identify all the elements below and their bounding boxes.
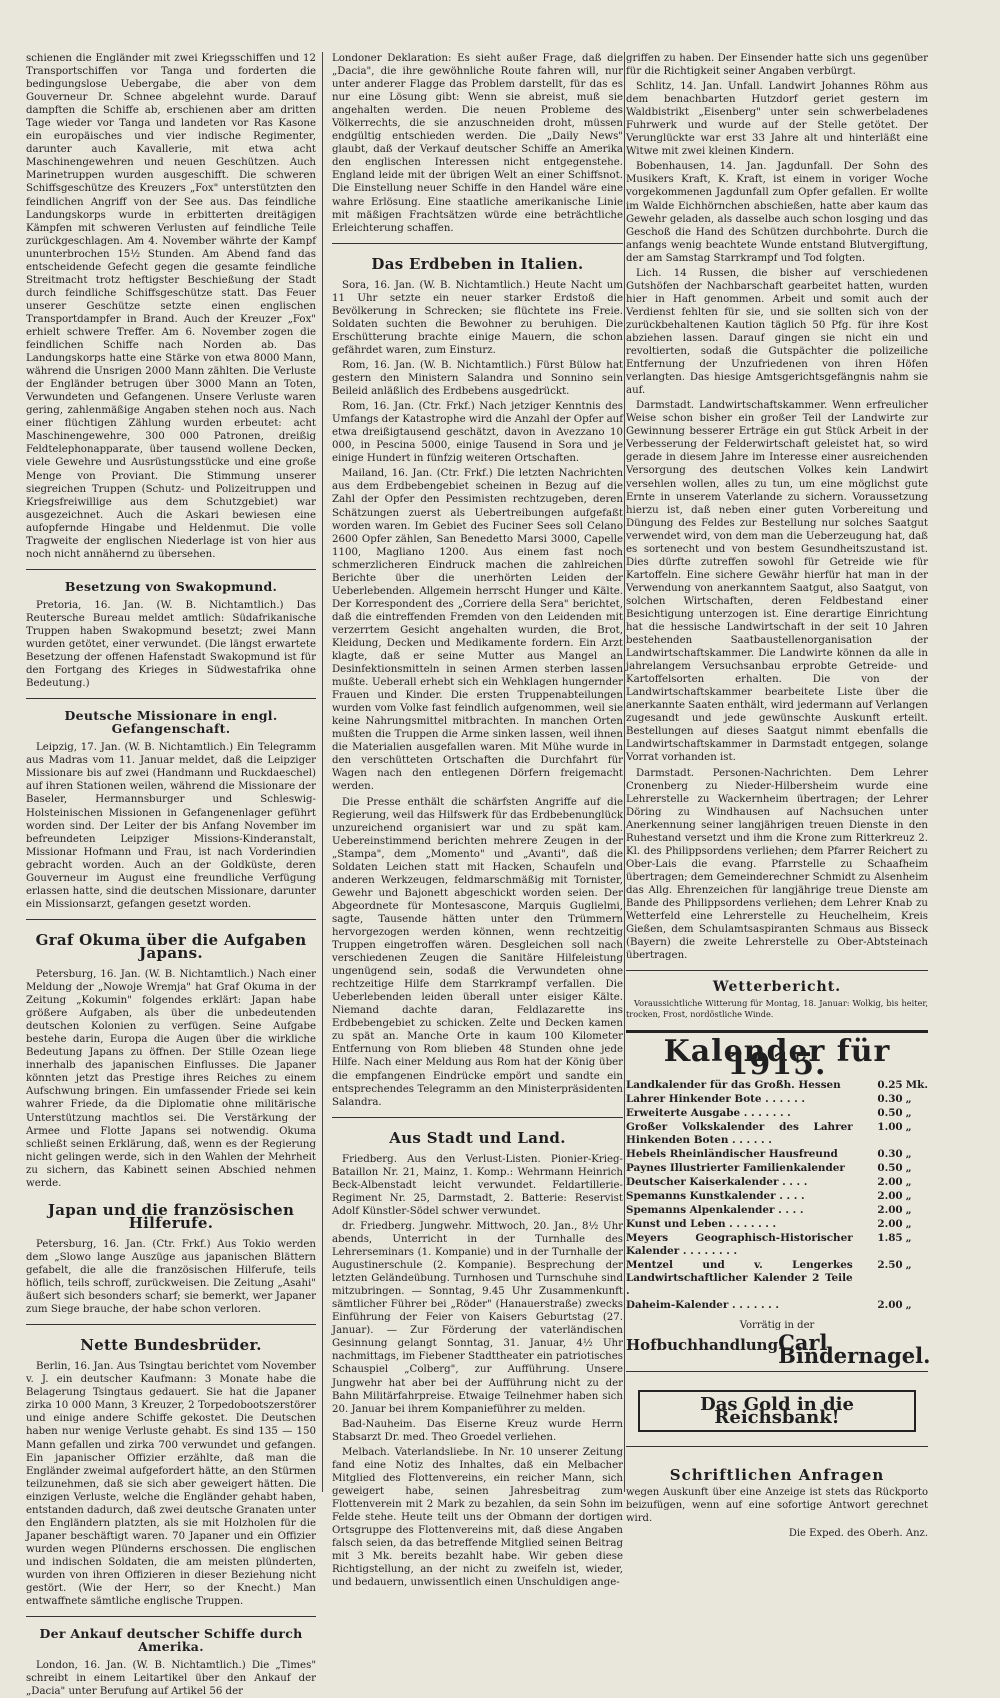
kalender-item-currency: „ [905, 1232, 912, 1245]
column-rule [624, 52, 625, 1492]
kalender-item-price: 0.50 [877, 1107, 903, 1120]
hofbuchhandlung-label: Hofbuchhandlung [626, 1336, 779, 1355]
article-paragraph: Lich. 14 Russen, die bisher auf verschiedenen Gutshöfen der Nachbarschaft gearbeitet hatten, wurden hier in Haft genommen. Arbeit und somit auch der Verdienst fehlten für sie, und sie sollten sich von der zurückbehaltenen Kaution täglich 50 Pfg. für ihre Kost abziehen lassen. Darauf gingen sie nicht ein und revoltierten, sodaß die Gutspächter die polizeiliche Entfernung der Unzufriedenen von ihren Höfen verlangten. Das hiesige Amtsgerichtsgefängnis nahm sie auf. [626, 267, 928, 397]
article-paragraph: Rom, 16. Jan. (W. B. Nichtamtlich.) Fürst Bülow hat gestern den Ministern Salandra und Sonnino sein Beileid anläßlich des Erdbebens ausgedrückt. [332, 359, 623, 398]
divider [332, 243, 623, 244]
kalender-item-price: 2.00 [877, 1218, 903, 1231]
weather-title: Wetterbericht. [712, 979, 842, 996]
kalender-item-currency: „ [905, 1259, 912, 1272]
column-1 [26, 52, 316, 1698]
anfragen-title: Schriftlichen Anfragen [669, 1465, 885, 1484]
vorraetig-text: Vorrätig in der [739, 1320, 815, 1332]
kalender-advertisement [626, 1030, 931, 1369]
headline-stadt-land: Aus Stadt und Land. [389, 1128, 566, 1147]
kalender-item-price: 2.00 [877, 1190, 903, 1203]
article-paragraph: Schlitz, 14. Jan. Unfall. Landwirt Johannes Röhm aus dem benachbarten Hutzdorf geriet gestern im Waldbistrikt „Eisenberg" unter sein schwerbeladenes Fuhrwerk und wurde auf der Stelle getötet. Der Verunglückte war erst 33 Jahre alt und hinterläßt eine Witwe mit zwei kleinen Kindern. [626, 81, 928, 158]
divider [26, 569, 316, 570]
kalender-item-name: Paynes Illustrierter Familienkalender [626, 1162, 845, 1175]
kalender-item-price: 1.85 [877, 1232, 903, 1245]
headline-swakopmund: Besetzung von Swakopmund. [64, 578, 278, 594]
kalender-item-name: Spemanns Kunstkalender . . . . [626, 1190, 805, 1203]
kalender-item-price: 2.00 [877, 1176, 903, 1189]
column-3 [626, 52, 931, 1539]
kalender-row [626, 1121, 928, 1148]
kalender-item-name: Großer Volkskalender des Lahrer Hinkenden Boten . . . . . . [626, 1121, 853, 1147]
article-paragraph: griffen zu haben. Der Einsender hatte sich uns gegenüber für die Richtigkeit seiner Angaben verbürgt. [626, 53, 928, 78]
expedition-signature: Die Exped. des Oberh. Anz. [788, 1527, 928, 1539]
anfragen-text: wegen Auskunft über eine Anzeige ist stets das Rückporto beizufügen, wenn auf eine sofortige Antwort gerechnet wird. [626, 1486, 928, 1524]
divider [26, 1324, 316, 1325]
kalender-row [626, 1299, 928, 1313]
kalender-item-price: 1.00 [877, 1121, 903, 1134]
headline-bundesbrueder: Nette Bundesbrüder. [80, 1336, 262, 1355]
kalender-item-name: Spemanns Alpenkalender . . . . [626, 1204, 804, 1217]
headline-erdbeben: Das Erdbeben in Italien. [371, 254, 584, 273]
article-paragraph: Die Presse enthält die schärfsten Angriffe auf die Regierung, weil das Hilfswerk für das Erdbebenunglück unzureichend organisiert war und zu spät kam. Uebereinstimmend berichten mehrere Zeugen in der „Stampa", dem „Momento" und „Avanti", daß die Soldaten Leichen statt mit Hacken, Schaufeln und anderen Werkzeugen, feldmarschmäßig mit Tornister, Gewehr und Bajonett abgeschickt worden seien. Der Abgeordnete für Montesascone, Marquis Guglielmi, sagte, Tausende hätten unter den Trümmern hervorgezogen werden können, wenn rechtzeitig Truppen eingetroffen wären. Desgleichen soll nach verschiedenen Zeugen die Sanitäre Hilfeleistung ungenügend sein, sodaß die Verwundeten ohne rechtzeitige Hilfe dem Starrkrampf verfallen. Die Ueberlebenden leiden überall unter eisiger Kälte. Niemand dachte daran, Feldlazarette ins Erdbebengebiet zu schicken. Zelte und Decken kamen zu spät an. Manche Orte in kaum 100 Kilometer Entfernung von Rom blieben 48 Stunden ohne jede Hilfe. Nach einer Meldung aus Rom hat der König über die empfangenen Eindrücke empört und sandte ein entsprechendes Telegramm an den Ministerpräsidenten Salandra. [332, 796, 623, 1108]
kalender-item-currency: „ [905, 1190, 912, 1203]
article-paragraph: Leipzig, 17. Jan. (W. B. Nichtamtlich.) Ein Telegramm aus Madras vom 11. Januar meldet, daß die Leipziger Missionare bis auf zwei (Handmann und Ruckdaeschel) auf ihren Stationen weilen, während die Missionare der Baseler, Hermannsburger und Schleswig-Holsteinischen Missionen in Gefangenenlager geführt worden sind. Der Leiter der bis Anfang November im befreundeten Leipziger Missions-Kinderanstalt, Missionar Hofmann und Frau, ist nach Vorderindien gebracht worden. Auch an der Goldküste, deren Gouverneur im August eine freundliche Verfügung erlassen hatte, sind die deutschen Missionare, darunter ein Missionsarzt, gefangen gesetzt worden. [26, 742, 316, 910]
reichsbank-appeal: Das Gold in die Reichsbank! [638, 1390, 916, 1432]
bookshop-name [626, 1330, 931, 1369]
kalender-item-price: 2.00 [877, 1299, 903, 1312]
kalender-row [626, 1107, 928, 1121]
kalender-row [626, 1190, 928, 1204]
kalender-item-price: 0.30 [877, 1093, 903, 1106]
article-paragraph: Rom, 16. Jan. (Ctr. Frkf.) Nach jetziger Kenntnis des Umfangs der Katastrophe wird die Anzahl der Opfer auf etwa dreißigtausend geschätzt, davon in Avezzano 10 000, in Pescina 5000, einige Tausend in Sora und je einige Hundert in fünfzig weiteren Ortschaften. [332, 401, 623, 465]
kalender-item-currency: „ [905, 1121, 912, 1134]
article-paragraph: dr. Friedberg. Jungwehr. Mittwoch, 20. Jan., 8½ Uhr abends, Unterricht in der Turnhalle des Lehrerseminars (1. Kompanie) und in der Turnhalle der Augustinerschule (2. Kompanie). Besprechung der letzten Geländeübung. Turnhosen und Turnschuhe sind mitzubringen. — Sonntag, 9.45 Uhr Zusammenkunft sämtlicher Führer bei „Röder" (Hanauerstraße) zwecks Einführung der Feier von Kaisers Geburtstag (27. Januar). — Zur Förderung der vaterländischen Gesinnung gelangt Sonntag, 31. Januar, 4½ Uhr nachmittags, im Fiebener Stadttheater ein patriotisches Schauspiel „Colberg", zur Aufführung. Unsere Jungwehr hat aber bei der Aufführung nicht zu der Bahn Militärfahrpreise. Etwaige Teilnehmer haben sich 20. Januar bei ihrem Kompanieführer zu melden. [332, 1220, 623, 1415]
kalender-item-currency: „ [905, 1204, 912, 1217]
kalender-item-currency: „ [905, 1093, 912, 1106]
article-paragraph: Pretoria, 16. Jan. (W. B. Nichtamtlich.) Das Reutersche Bureau meldet amtlich: Südafrikanische Truppen haben Swakopmund besetzt; zwei Mann wurden getötet, einer verwundet. (Die längst erwartete Besetzung der offenen Hafenstadt Swakopmund ist für den Fortgang des Krieges in Südwestafrika ohne Bedeutung.) [26, 599, 316, 690]
kalender-item-name: Mentzel und v. Lengerkes Landwirtschaftlicher Kalender 2 Teile . [626, 1259, 853, 1298]
kalender-item-price: 0.30 [877, 1148, 903, 1161]
kalender-item-name: Deutscher Kaiserkalender . . . . [626, 1176, 808, 1189]
carl-bindernagel-label: Carl Bindernagel. [778, 1330, 931, 1369]
kalender-item-currency: „ [905, 1148, 912, 1161]
kalender-item-currency: „ [905, 1176, 912, 1189]
article-paragraph: schienen die Engländer mit zwei Kriegsschiffen und 12 Transportschiffen vor Tanga und forderten die bedingungslose Uebergabe, die aber von dem Gouverneur Dr. Schnee abgelehnt wurde. Darauf dampften die Schiffe ab, erschienen aber am dritten Tage wieder vor Tanga und landeten vor Ras Kasone ein europäisches und vier indische Regimenter, darunter auch Kavallerie, mit etwa acht Maschinengewehren und neuen Geschützen. Auch Marinetruppen wurden ausgeschifft. Die schweren Schiffsgeschütze des Kreuzers „Fox" unterstützten den feindlichen Angriff von der See aus. Das feindliche Landungskorps wurde in erbitterten dreitägigen Kämpfen mit schweren Verlusten auf feindliche Teile zurückgeschlagen. Am 4. November währte der Kampf ununterbrochen 15½ Stunden. Am Abend fand das entscheidende Gefecht gegen die gesamte feindliche Streitmacht trotz heftigster Beschießung der Stadt durch feindliche Schiffsgeschütze statt. Das Feuer unserer Geschütze setzte einen englischen Transportdampfer in Brand. Auch der Kreuzer „Fox" erhielt schwere Treffer. Am 6. November zogen die feindlichen Schiffe nach Norden ab. Das Landungskorps hatte eine Stärke von etwa 8000 Mann, während die Unsrigen 2000 Mann zählten. Die Verluste der Engländer betrugen über 3000 Mann an Toten, Verwundeten und Gefangenen. Unsere Verluste waren gering, zahlenmäßige Angaben stehen noch aus. Nach einer flüchtigen Zählung wurden erbeutet: acht Maschinengewehre, 300 000 Patronen, dreißig Feldtelephonapparate, über tausend wollene Decken, viele Gewehre und Ausrüstungsstücke und eine große Menge von Proviant. Die Stimmung unserer siegreichen Truppen (Schutz- und Polizeitruppen und Kriegsfreiwillige aus dem Schutzgebiet) war ausgezeichnet. Auch die Askari bewiesen eine aufopfernde Hingabe und Heldenmut. Die volle Tragweite der englischen Niederlage ist von hier aus noch nicht annähernd zu übersehen. [26, 53, 316, 560]
article-paragraph: Petersburg, 16. Jan. (W. B. Nichtamtlich.) Nach einer Meldung der „Nowoje Wremja" hat Graf Okuma in der Zeitung „Kokumin" folgendes erklärt: Japan habe größere Aufgaben, als über die unbedeutenden deutschen Kolonien zu verfügen. Seine Aufgabe bestehe darin, Europa die Augen über die wirkliche Bedeutung Japans zu öffnen. Der Stille Ozean liege innerhalb des japanischen Einflusses. Die Japaner könnten jetzt das Prestige ihres Reiches zu einem Aufschwung bringen. Ein umfassender Friede sei kein wahrer Friede, da die Diplomatie ohne militärische Unterstützung machtlos sei. Die Verstärkung der Armee und Flotte Japans sei notwendig. Okuma schließt seinen Erklärung, daß, wenn es der Regierung nicht gelingen werde, sich in den Wahlen der Mehrheit zu sichern, das Kabinett seinen Abschied nehmen werde. [26, 969, 316, 1189]
kalender-item-currency: Mk. [905, 1079, 928, 1092]
kalender-row [626, 1218, 928, 1232]
article-paragraph: Darmstadt. Personen-Nachrichten. Dem Lehrer Cronenberg zu Nieder-Hilbersheim wurde eine Lehrerstelle zu Wackernheim übertragen; der Lehrer Döring zu Windhausen auf Nachsuchen unter Anerkennung seiner langjährigen treuen Dienste in den Ruhestand versetzt und ihm die Krone zum Ritterkreuz 2. Kl. des Philippsordens verliehen; dem Pfarrer Reichert zu Ober-Lais die evang. Pfarrstelle zu Schaafheim übertragen; dem Gemeinderechner Schmidt zu Alsenheim das Allg. Ehrenzeichen für langjährige treue Dienste am Bande des Philippsordens verliehen; dem Lehrer Knab zu Wetterfeld eine Lehrerstelle zu Heuchelheim, Kreis Gießen, dem Schulamtsaspiranten Schmaus aus Bisseck (Bayern) die zweite Lehrerstelle zu Ober-Abtsteinach übertragen. [626, 767, 928, 962]
kalender-item-name: Hebels Rheinländischer Hausfreund [626, 1148, 838, 1161]
column-rule [322, 52, 323, 1492]
article-paragraph: London, 16. Jan. (W. B. Nichtamtlich.) Die „Times" schreibt in einem Leitartikel über den Ankauf der „Dacia" unter Berufung auf Artikel 56 der [26, 1660, 316, 1698]
divider [26, 698, 316, 699]
article-paragraph: Petersburg, 16. Jan. (Ctr. Frkf.) Aus Tokio werden dem „Slowo lange Auszüge aus japanischen Blättern gefabelt, die alle die französischen Hilferufe, teils höflich, teils schroff, zurückweisen. Die Zeitung „Asahi" äußert sich besonders scharf; sie bemerkt, wer Japaner zum Siege brauche, der habe schon verloren. [26, 1238, 316, 1316]
divider [332, 1117, 623, 1118]
kalender-item-name: Kunst und Leben . . . . . . . [626, 1218, 777, 1231]
divider [26, 919, 316, 920]
headline-missionare: Deutsche Missionare in engl. Gefangenschaft. [64, 708, 278, 737]
weather-text: Voraussichtliche Witterung für Montag, 18. Januar: Wolkig, bis heiter, trocken, Frost, nordöstliche Winde. [626, 998, 928, 1020]
kalender-row [626, 1148, 928, 1162]
divider [26, 1616, 316, 1617]
headline-japan: Japan und die französischen Hilferufe. [47, 1200, 295, 1232]
kalender-item-name: Erweiterte Ausgabe . . . . . . . [626, 1107, 791, 1120]
kalender-item-currency: „ [905, 1218, 912, 1231]
kalender-row [626, 1093, 928, 1107]
kalender-title: Kalender für 1915. [663, 1034, 891, 1083]
kalender-row [626, 1232, 928, 1259]
kalender-item-name: Daheim-Kalender . . . . . . . [626, 1299, 780, 1312]
kalender-item-currency: „ [905, 1299, 912, 1312]
kalender-row [626, 1259, 928, 1299]
article-paragraph: Sora, 16. Jan. (W. B. Nichtamtlich.) Heute Nacht um 11 Uhr setzte ein neuer starker Erdstoß die Bevölkerung in Schrecken; sie flüchtete ins Freie. Soldaten suchten die Bewohner zu beruhigen. Die Erschütterung brachte einige Mauern, die schon gefährdet waren, zum Einsturz. [332, 279, 623, 356]
kalender-item-price: 2.50 [877, 1259, 903, 1272]
kalender-item-price: 0.25 [877, 1079, 903, 1092]
kalender-price-list [626, 1079, 928, 1313]
article-paragraph: Londoner Deklaration: Es sieht außer Frage, daß die „Dacia", die ihre gewöhnliche Route fahren will, nur unter anderer Flagge das Problem darstellt, für das es nur eine Lösung gibt: Wenn sie abreist, muß sie angehalten werden. Die neuen Probleme des Völkerrechts, die sie anzuschneiden droht, müssen endgültig entschieden werden. Die „Daily News" glaubt, daß der Verkauf deutscher Schiffe an Amerika den englischen Interessen nicht entgegenstehe. England leide mit der übrigen Welt an einer Schiffsnot. Die Einstellung neuer Schiffe in den Handel wäre eine wahre Erlösung. Eine staatliche amerikanische Linie mit mäßigen Frachtsätzen würde eine beträchtliche Erleichterung schaffen. [332, 53, 623, 234]
article-paragraph: Berlin, 16. Jan. Aus Tsingtau berichtet vom November v. J. ein deutscher Kaufmann: 3 Monate habe die Belagerung Tsingtaus gedauert. Sie hat die Japaner zirka 10 000 Mann, 3 Kreuzer, 2 Torpedobootszerstörer und einige andere Schiffe gekostet. Die Deutschen haben nur wenige Verluste gehabt. Es sind 135 — 150 Mann gefallen und zirka 700 verwundet und gefangen. Ein japanischer Offizier erzählte, daß man die Engländer zweimal aufgefordert hätte, an den Stürmen teilzunehmen, daß sie sich aber geweigert hätten. Die einzigen Verluste, welche die Engländer gehabt haben, entstanden dadurch, daß zwei deutsche Granaten unter den Engländern platzten, als sie mit Holzholen für die Japaner beschäftigt waren. 70 Japaner und ein Offizier wurden wegen Plünderns erschossen. Die englischen und indischen Soldaten, die am meisten plünderten, wurden von ihren Offizieren in dieser Beziehung nicht gestört. (Wie der Herr, so der Knecht.) Man entwaffnete sämtliche englische Truppen. [26, 1361, 316, 1608]
kalender-row [626, 1176, 928, 1190]
kalender-item-price: 0.50 [877, 1162, 903, 1175]
article-paragraph: Bobenhausen, 14. Jan. Jagdunfall. Der Sohn des Musikers Kraft, K. Kraft, ist einem in voriger Woche vorgekommenen Jagdunfall zum Opfer gefallen. Er wollte im Walde Eichhörnchen abschießen, hatte aber kaum das Gewehr geladen, als dasselbe auch schon losging und das Geschoß die Hand des Schützen durchbohrte. Durch die anfangs wenig beachtete Wunde entstand Blutvergiftung, der am Samstag Starrkrampf und Tod folgten. [626, 161, 928, 264]
headline-okuma: Graf Okuma über die Aufgaben Japans. [35, 930, 307, 962]
kalender-row [626, 1204, 928, 1218]
kalender-item-price: 2.00 [877, 1204, 903, 1217]
article-paragraph: Melbach. Vaterlandsliebe. In Nr. 10 unserer Zeitung fand eine Notiz des Inhaltes, daß ein Melbacher Mitglied des Flottenvereins, ein reicher Mann, sich geweigert habe, seinen Jahresbeitrag zum Flottenverein mit 2 Mark zu bezahlen, da sein Sohn im Felde stehe. Heute teilt uns der Obmann der dortigen Ortsgruppe des Flottenvereins mit, daß diese Angaben falsch seien, da das betreffende Mitglied seinen Beitrag mit 3 Mk. bereits bezahlt habe. Wir geben diese Richtigstellung, an der nicht zu zweifeln ist, wieder, und bedauern, unwissentlich einen Unschuldigen ange- [332, 1446, 623, 1589]
kalender-row [626, 1079, 928, 1093]
kalender-item-name: Landkalender für das Großh. Hessen [626, 1079, 841, 1092]
article-paragraph: Darmstadt. Landwirtschaftskammer. Wenn erfreulicher Weise schon bisher ein großer Teil der Landwirte zur Gewinnung besserer Erträge ein gut Stück Arbeit in der Verbesserung der Felderwirtschaft geleistet hat, so wird gerade in diesem Jahre im Interesse einer ausreichenden Versorgung des deutschen Volkes kein Landwirt versehlen wollen, alles zu tun, um eine möglichst gute Ernte in unserem Vaterlande zu sichern. Voraussetzung hierzu ist, daß neben einer guten Vorbereitung und Düngung des Feldes zur Bestellung nur solches Saatgut verwendet wird, von dem man die Ueberzeugung hat, daß es sortenecht und von bestem Gesundheitszustand ist. Dies dürfte zutreffen sowohl für Getreide wie für Kartoffeln. Eine sichere Gewähr hierfür hat man in der Verwendung von anerkanntem Saatgut, also Saatgut, von solchen Wirtschaften, deren Feldbestand einer Besichtigung unterzogen ist. Eine derartige Einrichtung hat die hessische Landwirtschaft in der seit 10 Jahren bestehenden Saatbaustellenorganisation der Landwirtschaftskammer. Die Landwirte können da alle in jahrelangem Versuchsanbau erprobte Getreide- und Kartoffelsorten erhalten. Die von der Landwirtschaftskammer bearbeitete Liste über die anerkannte Saaten enthält, wird jedermann auf Verlangen zugesandt und jede gewünschte Auskunft erteilt. Bestellungen auf dieses Saatgut nimmt ebenfalls die Landwirtschaftskammer in Darmstadt entgegen, solange Vorrat vorhanden ist. [626, 400, 928, 764]
divider [626, 1446, 928, 1447]
article-paragraph: Bad-Nauheim. Das Eiserne Kreuz wurde Herrn Stabsarzt Dr. med. Theo Groedel verliehen. [332, 1418, 623, 1443]
divider [626, 1371, 928, 1372]
column-2 [332, 52, 623, 1589]
kalender-item-name: Lahrer Hinkender Bote . . . . . . [626, 1093, 805, 1106]
headline-ankauf: Der Ankauf deutscher Schiffe durch Amerika. [39, 1626, 303, 1655]
kalender-item-currency: „ [905, 1162, 912, 1175]
kalender-item-currency: „ [905, 1107, 912, 1120]
kalender-row [626, 1162, 928, 1176]
article-paragraph: Mailand, 16. Jan. (Ctr. Frkf.) Die letzten Nachrichten aus dem Erdbebengebiet scheinen in Bezug auf die Zahl der Opfer den Pessimisten rechtzugeben, deren Schätzungen zuerst als Uebertreibungen aufgefaßt worden waren. Im Gebiet des Fuciner Sees soll Celano 2600 Opfer zählen, San Benedetto Marsi 3000, Capelle 1100, Magliano 1200. Aus einem fast noch schmerzlicheren Eindruck machen die zahlreichen Berichte über die unerhörten Leiden der Ueberlebenden. Allgemein herrscht Hunger und Kälte. Der Korrespondent des „Corriere della Sera" berichtet, daß die eintreffenden Fremden von den Leidenden mit verzerrtem Gesicht angehalten wurden, die Brot, Kleidung, Decken und Medikamente fordern. Ein Arzt klagte, daß er seine Mutter aus Mangel an Desinfektionsmitteln in seinen Armen sterben lassen mußte. Ueberall erhebt sich ein Wehklagen hungernder Frauen und Kinder. Die ersten Truppenabteilungen wurden vom Volke fast feindlich aufgenommen, weil sie keine Nahrungsmittel mitbrachten. In manchen Orten mußten die Truppen die Arme sinken lassen, weil ihnen die Materialien ausgefallen waren. Mit Mühe wurde in den verschütteten Ortschaften die Durchfahrt für Wagen nach den entlegenen Dörfern freigemacht werden. [332, 468, 623, 793]
divider [626, 970, 928, 971]
article-paragraph: Friedberg. Aus den Verlust-Listen. Pionier-Krieg-Bataillon Nr. 21, Mainz, 1. Komp.: Wehrmann Heinrich Beck-Albenstadt leicht verwundet. Feldartillerie-Regiment Nr. 25, Darmstadt, 2. Batterie: Reservist Adolf Künstler-Södel schwer verwundet. [332, 1153, 623, 1217]
kalender-item-name: Meyers Geographisch-Historischer Kalender . . . . . . . . [626, 1232, 853, 1258]
